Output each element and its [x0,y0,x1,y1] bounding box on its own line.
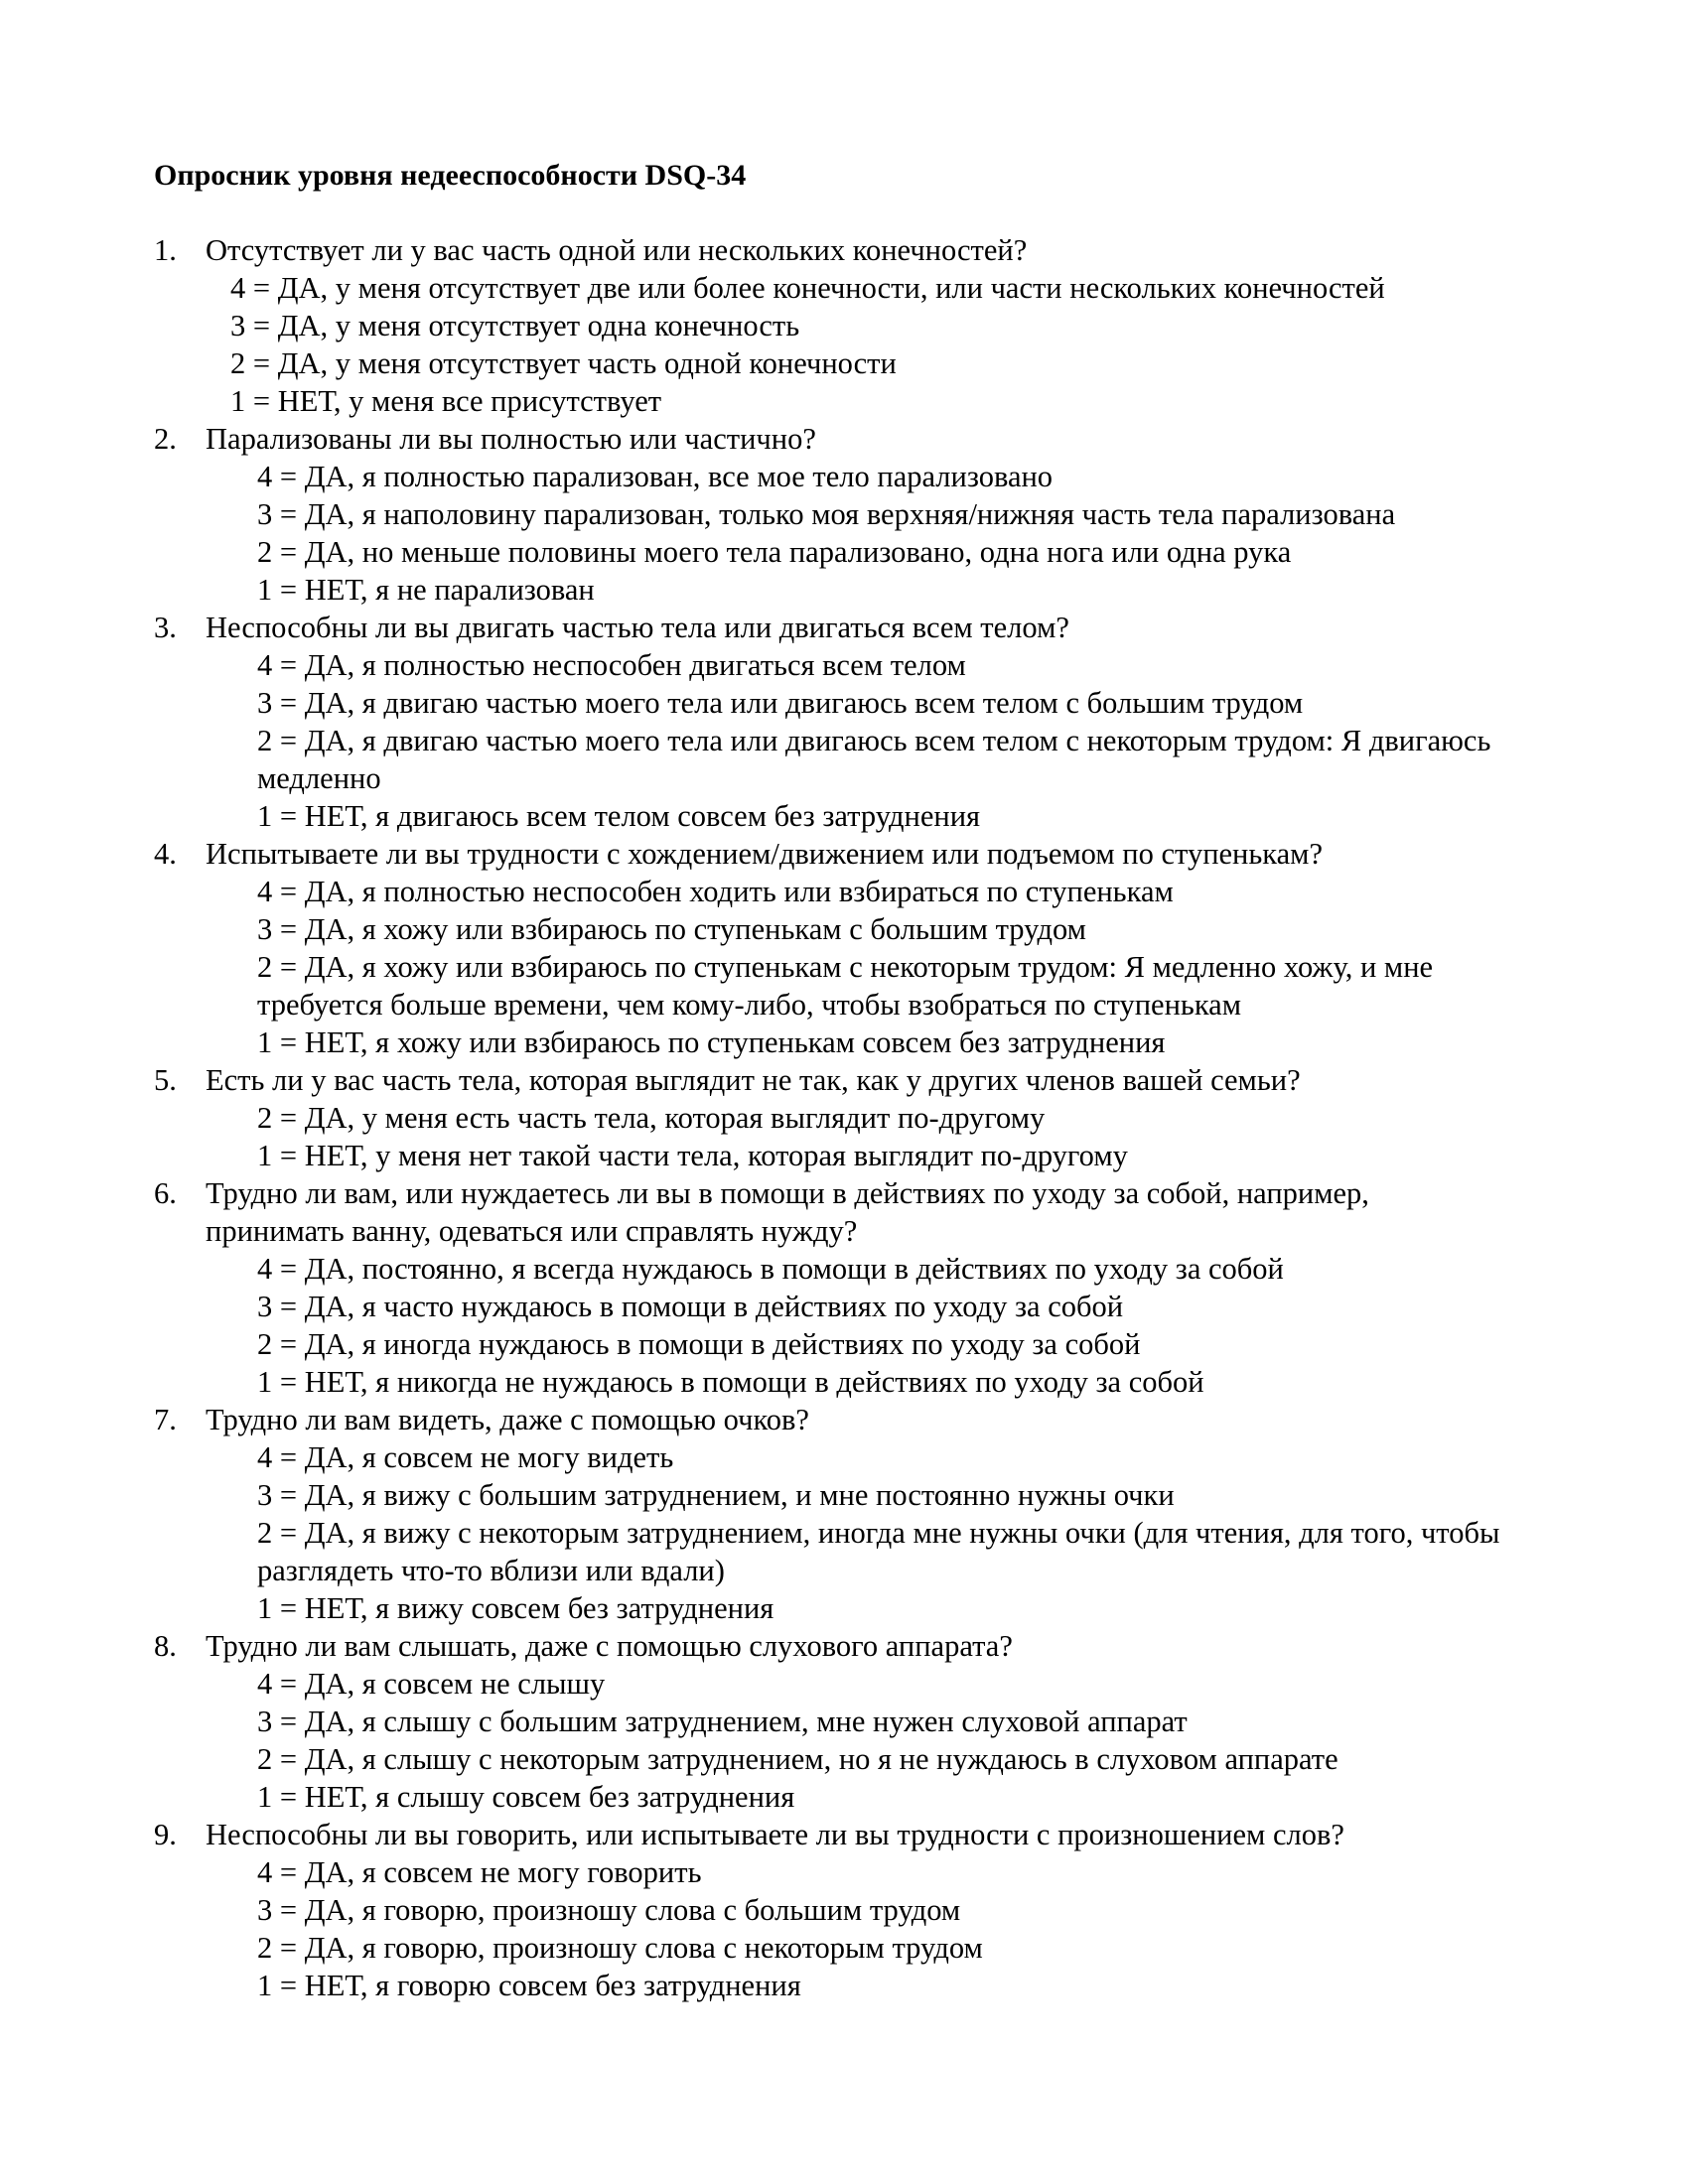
answer-list [154,1438,1544,1627]
answer-option: 4 = ДА, у меня отсутствует две или более конечности, или части нескольких конечностей [230,271,1385,305]
answer-option: 3 = ДА, я хожу или взбираюсь по ступенькам с большим трудом [257,912,1086,946]
question-6 [154,1174,1544,1401]
question-3 [154,609,1544,835]
question-text: Есть ли у вас часть тела, которая выглядит не так, как у других членов вашей семьи? [206,1063,1301,1097]
answer-option: 3 = ДА, у меня отсутствует одна конечность [230,309,800,342]
answer-option: 2 = ДА, я вижу с некоторым затруднением, иногда мне нужны очки (для чтения, для того, чтобы разглядеть что-то вблизи или вдали) [257,1516,1500,1587]
answer-option: 1 = НЕТ, я двигаюсь всем телом совсем без затруднения [257,799,981,833]
question-number: 7. [154,1403,177,1436]
question-number: 1. [154,233,177,267]
question-text: Отсутствует ли у вас часть одной или нескольких конечностей? [206,233,1028,267]
answer-option: 3 = ДА, я часто нуждаюсь в помощи в действиях по уходу за собой [257,1290,1124,1323]
answer-option: 2 = ДА, но меньше половины моего тела парализовано, одна нога или одна рука [257,535,1292,569]
answer-option: 2 = ДА, я двигаю частью моего тела или двигаюсь всем телом с некоторым трудом: Я двигаюсь медленно [257,724,1491,795]
answer-option: 4 = ДА, я полностью парализован, все мое тело парализовано [257,460,1054,493]
answer-option: 4 = ДА, я совсем не могу говорить [257,1855,702,1889]
question-text: Трудно ли вам видеть, даже с помощью очков? [206,1403,809,1436]
answer-list [154,1853,1544,2004]
answer-list [154,646,1544,835]
question-2 [154,420,1544,609]
answer-option: 2 = ДА, я хожу или взбираюсь по ступенькам с некоторым трудом: Я медленно хожу, и мне требуется больше времени, чем кому-либо, чтобы взобраться по ступенькам [257,950,1434,1022]
answer-option: 1 = НЕТ, я никогда не нуждаюсь в помощи в действиях по уходу за собой [257,1365,1204,1399]
question-9 [154,1816,1544,2004]
question-text: Испытываете ли вы трудности с хождением/движением или подъемом по ступенькам? [206,837,1324,871]
question-number: 2. [154,422,177,456]
answer-option: 4 = ДА, постоянно, я всегда нуждаюсь в помощи в действиях по уходу за собой [257,1252,1284,1286]
answer-list [154,269,1544,420]
question-text: Трудно ли вам, или нуждаетесь ли вы в помощи в действиях по уходу за собой, например, принимать ванну, одеваться или справлять нужду? [206,1176,1369,1248]
question-8 [154,1627,1544,1816]
question-number: 3. [154,611,177,644]
answer-option: 4 = ДА, я совсем не слышу [257,1667,606,1701]
answer-option: 1 = НЕТ, я хожу или взбираюсь по ступенькам совсем без затруднения [257,1025,1166,1059]
answer-option: 2 = ДА, у меня отсутствует часть одной конечности [230,346,897,380]
answer-option: 1 = НЕТ, я говорю совсем без затруднения [257,1969,801,2002]
question-number: 9. [154,1818,177,1851]
answer-list [154,873,1544,1061]
answer-option: 1 = НЕТ, у меня все присутствует [230,384,662,418]
answer-option: 2 = ДА, я слышу с некоторым затруднением, но я не нуждаюсь в слуховом аппарате [257,1742,1338,1776]
answer-option: 2 = ДА, я говорю, произношу слова с некоторым трудом [257,1931,983,1965]
question-text: Трудно ли вам слышать, даже с помощью слухового аппарата? [206,1629,1013,1663]
question-text: Неспособны ли вы двигать частью тела или двигаться всем телом? [206,611,1069,644]
question-text: Неспособны ли вы говорить, или испытываете ли вы трудности с произношением слов? [206,1818,1344,1851]
answer-option: 3 = ДА, я слышу с большим затруднением, мне нужен слуховой аппарат [257,1705,1188,1738]
answer-option: 4 = ДА, я полностью неспособен ходить или взбираться по ступенькам [257,875,1174,908]
answer-list [154,458,1544,609]
question-number: 4. [154,837,177,871]
question-1 [154,231,1544,420]
answer-option: 1 = НЕТ, я слышу совсем без затруднения [257,1780,795,1814]
answer-option: 3 = ДА, я наполовину парализован, только моя верхняя/нижняя часть тела парализована [257,497,1396,531]
document-title: Опросник уровня недееспособности DSQ-34 [154,159,747,192]
answer-list [154,1665,1544,1816]
question-list [154,231,1544,2004]
answer-option: 4 = ДА, я полностью неспособен двигаться всем телом [257,648,966,682]
answer-option: 3 = ДА, я вижу с большим затруднением, и мне постоянно нужны очки [257,1478,1175,1512]
answer-option: 4 = ДА, я совсем не могу видеть [257,1440,674,1474]
answer-list [154,1250,1544,1401]
answer-option: 3 = ДА, я двигаю частью моего тела или двигаюсь всем телом с большим трудом [257,686,1304,720]
answer-list [154,1099,1544,1174]
answer-option: 3 = ДА, я говорю, произношу слова с большим трудом [257,1893,961,1927]
question-4 [154,835,1544,1061]
question-number: 6. [154,1176,177,1210]
answer-option: 2 = ДА, я иногда нуждаюсь в помощи в действиях по уходу за собой [257,1327,1141,1361]
question-7 [154,1401,1544,1627]
answer-option: 1 = НЕТ, я вижу совсем без затруднения [257,1591,774,1625]
answer-option: 1 = НЕТ, я не парализован [257,573,595,607]
answer-option: 2 = ДА, у меня есть часть тела, которая выглядит по-другому [257,1101,1046,1135]
question-number: 5. [154,1063,177,1097]
question-text: Парализованы ли вы полностью или частично? [206,422,816,456]
question-5 [154,1061,1544,1174]
answer-option: 1 = НЕТ, у меня нет такой части тела, которая выглядит по-другому [257,1139,1128,1172]
question-number: 8. [154,1629,177,1663]
